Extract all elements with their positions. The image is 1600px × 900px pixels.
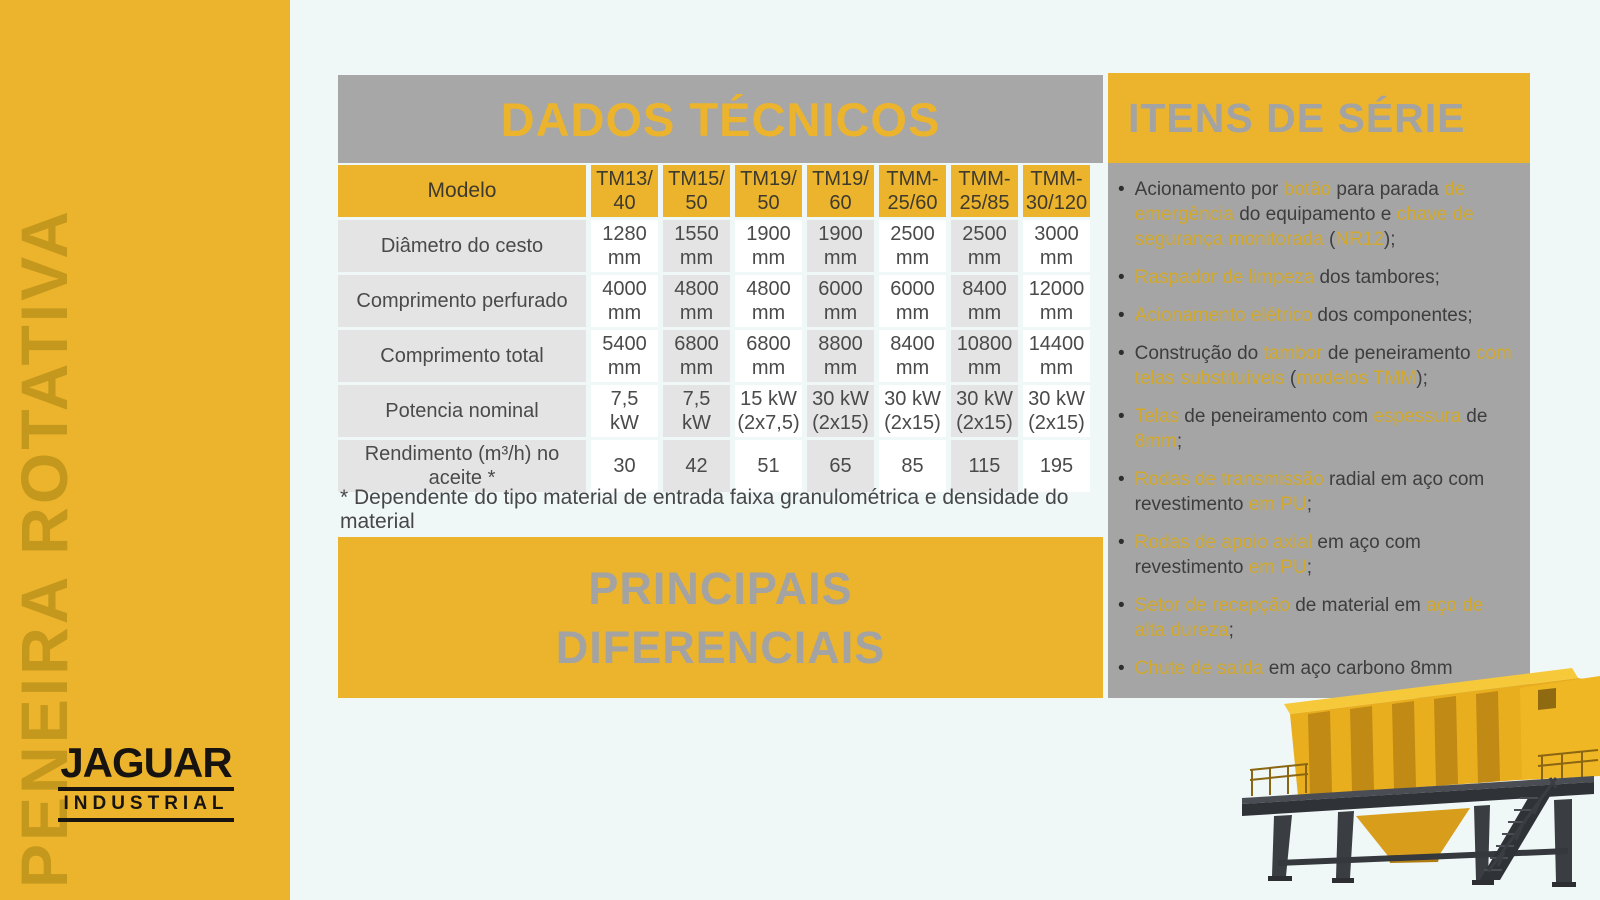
standard-items-title: ITENS DE SÉRIE — [1128, 94, 1466, 141]
value-cell: 6800 mm — [663, 330, 730, 382]
value-cell: 30 — [591, 440, 658, 492]
bullet-icon: • — [1118, 532, 1125, 553]
value-cell: 4800 mm — [735, 275, 802, 327]
machine-illustration — [1238, 648, 1600, 888]
table-row — [338, 220, 1090, 272]
product-vertical-title: PENEIRA ROTATIVA — [7, 208, 81, 888]
value-cell: 85 — [879, 440, 946, 492]
value-cell: 5400 mm — [591, 330, 658, 382]
bullet-icon: • — [1118, 658, 1125, 679]
model-name-cell: TM19/ 50 — [735, 165, 802, 217]
value-cell: 8400 mm — [951, 275, 1018, 327]
value-cell: 30 kW (2x15) — [1023, 385, 1090, 437]
model-name-cell: TM13/ 40 — [591, 165, 658, 217]
brand-band — [0, 0, 290, 900]
row-label: Comprimento total — [338, 330, 586, 382]
standard-item-text: Acionamento elétrico dos componentes; — [1134, 305, 1473, 326]
standard-item-text: Chute de saída em aço carbono 8mm — [1134, 658, 1453, 679]
value-cell: 30 kW (2x15) — [807, 385, 874, 437]
value-cell: 30 kW (2x15) — [879, 385, 946, 437]
table-row — [338, 330, 1090, 382]
standard-item — [1118, 341, 1512, 391]
bullet-icon: • — [1118, 595, 1125, 616]
standard-items-list — [1118, 177, 1512, 681]
value-cell: 14400 mm — [1023, 330, 1090, 382]
differentials-title-line2: DIFERENCIAIS — [555, 621, 886, 673]
table-row — [338, 385, 1090, 437]
value-cell: 2500 mm — [879, 220, 946, 272]
logo-primary-text: JAGUAR — [58, 742, 234, 791]
value-cell: 115 — [951, 440, 1018, 492]
value-cell: 1550 mm — [663, 220, 730, 272]
standard-item-text: Acionamento por botão para parada de emergência do equipamento e chave de segurança monitorada (NR12); — [1134, 179, 1474, 250]
value-cell: 1280 mm — [591, 220, 658, 272]
company-logo — [58, 739, 234, 822]
value-cell: 2500 mm — [951, 220, 1018, 272]
model-name-cell: TMM- 25/60 — [879, 165, 946, 217]
value-cell: 10800 mm — [951, 330, 1018, 382]
value-cell: 65 — [807, 440, 874, 492]
technical-data-header — [338, 75, 1103, 163]
value-cell: 6000 mm — [879, 275, 946, 327]
standard-item — [1118, 467, 1512, 517]
standard-item — [1118, 404, 1512, 454]
bullet-icon: • — [1118, 179, 1125, 200]
value-cell: 42 — [663, 440, 730, 492]
standard-item — [1118, 593, 1512, 643]
bullet-icon: • — [1118, 267, 1125, 288]
value-cell: 8400 mm — [879, 330, 946, 382]
standard-item-text: Rodas de apoio axial em aço com revestimento em PU; — [1134, 532, 1421, 578]
value-cell: 8800 mm — [807, 330, 874, 382]
value-cell: 7,5 kW — [591, 385, 658, 437]
differentials-title-line1: PRINCIPAIS — [588, 562, 853, 614]
value-cell: 195 — [1023, 440, 1090, 492]
logo-secondary-text: INDUSTRIAL — [58, 791, 234, 822]
standard-item-text: Rodas de transmissão radial em aço com revestimento em PU; — [1134, 469, 1485, 515]
value-cell: 30 kW (2x15) — [951, 385, 1018, 437]
table-row — [338, 275, 1090, 327]
value-cell: 6800 mm — [735, 330, 802, 382]
technical-data-table-wrap — [333, 162, 1108, 495]
model-name-cell: TMM- 25/85 — [951, 165, 1018, 217]
standard-item — [1118, 530, 1512, 580]
model-header-row — [338, 165, 1090, 217]
value-cell: 7,5 kW — [663, 385, 730, 437]
standard-items-panel — [1108, 73, 1530, 698]
standard-items-header — [1108, 73, 1530, 163]
standard-item-text: Setor de recepção de material em aço de alta dureza; — [1134, 595, 1484, 641]
technical-data-table — [333, 162, 1095, 495]
row-label: Diâmetro do cesto — [338, 220, 586, 272]
value-cell: 1900 mm — [735, 220, 802, 272]
model-row-label: Modelo — [338, 165, 586, 217]
value-cell: 51 — [735, 440, 802, 492]
bullet-icon: • — [1118, 406, 1125, 427]
standard-item — [1118, 265, 1512, 290]
value-cell: 3000 mm — [1023, 220, 1090, 272]
value-cell: 4000 mm — [591, 275, 658, 327]
technical-data-title: DADOS TÉCNICOS — [500, 92, 941, 146]
model-name-cell: TM19/ 60 — [807, 165, 874, 217]
standard-item-text: Telas de peneiramento com espessura de 8mm; — [1134, 406, 1488, 452]
value-cell: 6000 mm — [807, 275, 874, 327]
row-label: Comprimento perfurado — [338, 275, 586, 327]
bullet-icon: • — [1118, 469, 1125, 490]
differentials-block — [338, 537, 1103, 698]
table-footnote: * Dependente do tipo material de entrada faixa granulométrica e densidade do material — [340, 486, 1069, 533]
table-row — [338, 440, 1090, 492]
bullet-icon: • — [1118, 343, 1125, 364]
standard-item — [1118, 177, 1512, 252]
row-label: Rendimento (m³/h) no aceite * — [338, 440, 586, 492]
value-cell: 4800 mm — [663, 275, 730, 327]
model-name-cell: TMM- 30/120 — [1023, 165, 1090, 217]
standard-item — [1118, 303, 1512, 328]
bullet-icon: • — [1118, 305, 1125, 326]
value-cell: 12000 mm — [1023, 275, 1090, 327]
row-label: Potencia nominal — [338, 385, 586, 437]
standard-items-body — [1108, 163, 1530, 698]
model-name-cell: TM15/ 50 — [663, 165, 730, 217]
standard-item-text: Raspador de limpeza dos tambores; — [1134, 267, 1440, 288]
value-cell: 1900 mm — [807, 220, 874, 272]
value-cell: 15 kW (2x7,5) — [735, 385, 802, 437]
standard-item-text: Construção do tambor de peneiramento com telas substituíveis (modelos TMM); — [1134, 343, 1512, 389]
